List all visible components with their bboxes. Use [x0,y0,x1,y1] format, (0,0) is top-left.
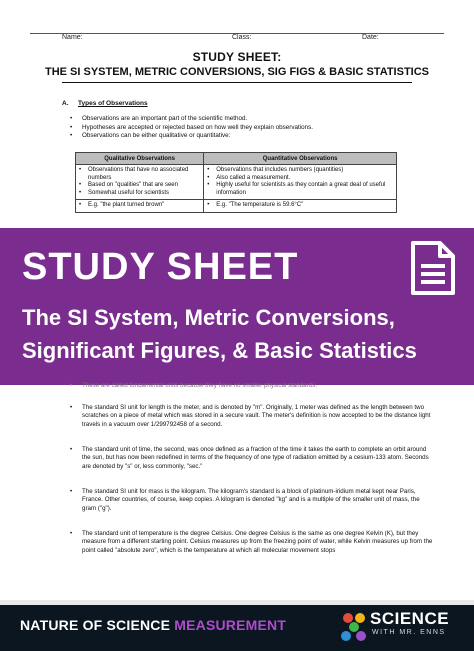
document-icon [410,240,456,296]
sheet-subtitle: THE SI SYSTEM, METRIC CONVERSIONS, SIG FIGS & BASIC STATISTICS [44,66,430,78]
list-item: • Observations can be either qualitative or quantitative: [70,132,313,141]
paragraph-kilogram: • The standard SI unit for mass is the kilogram. The kilogram's standard is a block of platinum-iridium metal kept near Paris, France. Other countries, of course, keep copies. A kilogram is denoted "kg" and is a multiple of the smaller unit of mass, the gram ("g"). [70,488,420,512]
table-cell [204,165,397,200]
table-cell [76,165,204,200]
section-a-heading: Types of Observations [78,100,148,107]
table-header-quantitative: Quantitative Observations [204,153,397,165]
atom-logo-icon [340,610,368,644]
list-item: • Based on "qualities" that are seen [79,182,200,190]
paragraph-second: • The standard unit of time, the second, was once defined as a fraction of the time it takes the earth to complete an orbit around the sun, but has now been redefined in terms of the frequency of one type of radiation emitted by a cesium-133 atom. Seconds are denoted by "s" or, less commonly, "sec." [70,446,429,470]
table-cell [204,200,397,213]
list-item: • E.g. "the plant turned brown" [79,202,200,210]
banner-subtitle-line-2: Significant Figures, & Basic Statistics [22,338,417,363]
banner-subtitle-line-1: The SI System, Metric Conversions, [22,305,395,330]
class-label: Class: [232,34,252,41]
brand-subtitle: WITH MR. ENNS [372,629,446,636]
list-item: • Highly useful for scientists as they contain a great deal of useful information [207,182,393,197]
list-item: • Observations are an important part of the scientific method. [70,115,313,124]
list-item: • Observations that have no associated numbers [79,167,200,182]
paragraph-meter: • The standard SI unit for length is the meter, and is denoted by "m". Originally, 1 meter was defined as the length between two scratches on a piece of metal which was stored in a secure vault. The meter's definition is now accepted to be the distance light travels in a vacuum over 1/299792458 of a second. [70,404,431,428]
section-a-bullets [70,115,313,141]
footer-category-purple: MEASUREMENT [174,617,287,633]
footer-category-white: NATURE OF SCIENCE [20,617,171,633]
section-a-letter: A. [62,100,69,107]
name-label: Name: [62,34,83,41]
partial-line: • These are called fundamental units because they have no smaller physical standards. [70,382,317,389]
table-header-qualitative: Qualitative Observations [76,153,204,165]
list-item: • Hypotheses are accepted or rejected based on how well they explain observations. [70,124,313,133]
list-item: • E.g. "The temperature is 59.6°C" [207,202,393,210]
brand-name: SCIENCE [370,609,450,628]
footer-category [20,617,286,633]
list-item: • Somewhat useful for scientists [79,190,200,198]
title-underline [62,82,412,83]
table-cell [76,200,204,213]
table-row [76,165,397,200]
sheet-title: STUDY SHEET: [192,50,282,64]
list-item: • Also called a measurement. [207,175,393,183]
banner-title: STUDY SHEET [22,246,299,288]
table-row [76,200,397,213]
observations-table [75,152,397,213]
list-item: • Observations that includes numbers (quantities) [207,167,393,175]
paragraph-celsius: • The standard unit of temperature is the degree Celsius. One degree Celsius is the same as one degree Kelvin (K), but they measure from a different starting point. Celsius measures up from the freezing point of water, while Kelvin measures up from the point called "absolute zero", which is the temperature at which all molecular movement stops [70,530,433,554]
date-label: Date: [362,34,379,41]
